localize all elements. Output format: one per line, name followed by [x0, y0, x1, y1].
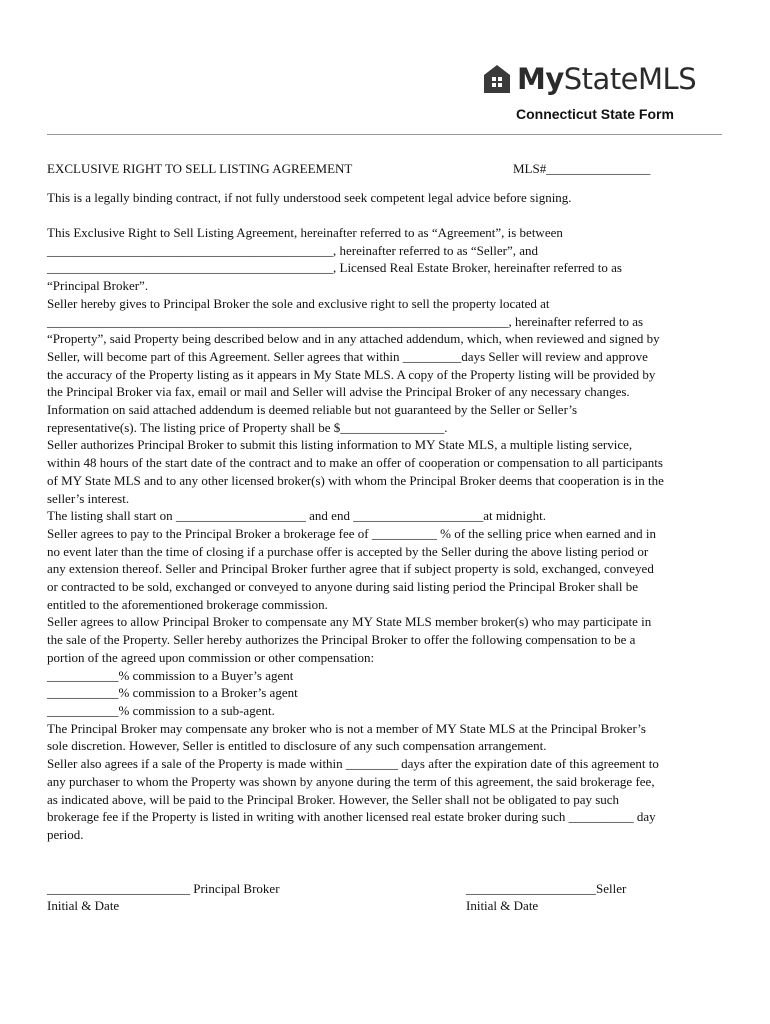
house-icon	[483, 64, 511, 94]
logo-bold-text: My	[517, 62, 564, 96]
body-line: _______________________________________________________________________, hereinafter referred to as	[47, 313, 644, 329]
body-line: as indicated above, will be paid to the Principal Broker. However, the Seller shall not be obligated to pay such	[47, 791, 620, 807]
body-line: portion of the agreed upon commission or other compensation:	[47, 649, 375, 665]
body-line: This Exclusive Right to Sell Listing Agreement, hereinafter referred to as “Agreement”, is between	[47, 225, 563, 240]
body-line: or contracted to be sold, exchanged or conveyed to anyone during said listing period the Principal Broker shall be	[47, 579, 638, 595]
seller-signature	[466, 880, 626, 914]
body-line: within 48 hours of the start date of the contract and to make an offer of cooperation or compensation to all participants	[47, 455, 663, 471]
body-line: Seller hereby gives to Principal Broker the sole and exclusive right to sell the property located at	[47, 295, 550, 311]
logo-wordmark	[517, 62, 696, 96]
body-line: “Property”, said Property being described below and in any attached addendum, which, when reviewed and signed by	[47, 331, 660, 347]
body-line: Seller, will become part of this Agreement. Seller agrees that within _________days Seller will review and approve	[47, 348, 648, 364]
agreement-body	[47, 224, 727, 844]
mystatemls-logo	[483, 62, 696, 96]
body-line: sole discretion. However, Seller is entitled to disclosure of any such compensation arrangement.	[47, 738, 547, 754]
body-line: “Principal Broker”.	[47, 278, 149, 294]
body-line: the sale of the Property. Seller hereby authorizes the Principal Broker to offer the following compensation to be a	[47, 632, 636, 648]
body-line: Seller authorizes Principal Broker to submit this listing information to MY State MLS, a multiple listing service,	[47, 437, 633, 453]
body-line: seller’s interest.	[47, 490, 130, 506]
body-line: Seller agrees to allow Principal Broker to compensate any MY State MLS member broker(s) who may participate in	[47, 614, 652, 630]
body-line: ____________________________________________, Licensed Real Estate Broker, hereinafter referred to as	[47, 260, 622, 276]
body-line: ___________% commission to a Buyer’s agent	[47, 667, 294, 683]
body-line: ___________% commission to a Broker’s agent	[47, 685, 298, 701]
body-line: Information on said attached addendum is deemed reliable but not guaranteed by the Seller or Seller’s	[47, 402, 578, 418]
legal-notice: This is a legally binding contract, if not fully understood seek competent legal advice before signing.	[47, 190, 572, 205]
principal-broker-signature	[47, 880, 280, 914]
body-line: Seller agrees to pay to the Principal Broker a brokerage fee of __________ % of the selling price when earned and in	[47, 525, 656, 541]
body-line: ___________% commission to a sub-agent.	[47, 702, 275, 718]
body-line: representative(s). The listing price of Property shall be $________________.	[47, 419, 448, 435]
body-line: Seller also agrees if a sale of the Property is made within ________ days after the expiration date of this agreement to	[47, 756, 659, 772]
body-line: entitled to the aforementioned brokerage commission.	[47, 596, 328, 612]
seller-initial-date: Initial & Date	[466, 898, 539, 913]
state-form-label: Connecticut State Form	[516, 106, 674, 122]
body-line: of MY State MLS and to any other licensed broker(s) with whom the Principal Broker deems that cooperation is in the	[47, 472, 664, 488]
principal-broker-signature-line: ______________________ Principal Broker	[47, 881, 280, 896]
body-line: ____________________________________________, hereinafter referred to as “Seller”, and	[47, 242, 538, 258]
body-line: any purchaser to whom the Property was shown by anyone during the term of this agreement, the said brokerage fee,	[47, 773, 655, 789]
seller-signature-line: ____________________Seller	[466, 881, 627, 896]
body-line: no event later than the time of closing if a purchase offer is accepted by the Seller during the above listing period or	[47, 543, 649, 559]
body-line: The Principal Broker may compensate any broker who is not a member of MY State MLS at the Principal Broker’s	[47, 720, 646, 736]
body-line: any extension thereof. Seller and Principal Broker further agree that if subject property is sold, exchanged, conveyed	[47, 561, 654, 577]
agreement-title: EXCLUSIVE RIGHT TO SELL LISTING AGREEMENT	[47, 161, 353, 176]
mls-number-field: MLS#________________	[513, 161, 651, 176]
body-line: period.	[47, 826, 84, 842]
principal-broker-initial-date: Initial & Date	[47, 898, 120, 913]
body-line: the accuracy of the Property listing as it appears in My State MLS. A copy of the Property listing will be provided by	[47, 366, 656, 382]
body-line: brokerage fee if the Property is listed in writing with another licensed real estate broker during such __________ day	[47, 809, 656, 825]
logo-regular-text: StateMLS	[563, 62, 697, 96]
body-line: the Principal Broker via fax, email or mail and Seller will advise the Principal Broker of any necessary changes.	[47, 384, 630, 400]
body-line: The listing shall start on ____________________ and end ____________________at midnight.	[47, 508, 547, 524]
header-divider	[47, 134, 722, 135]
